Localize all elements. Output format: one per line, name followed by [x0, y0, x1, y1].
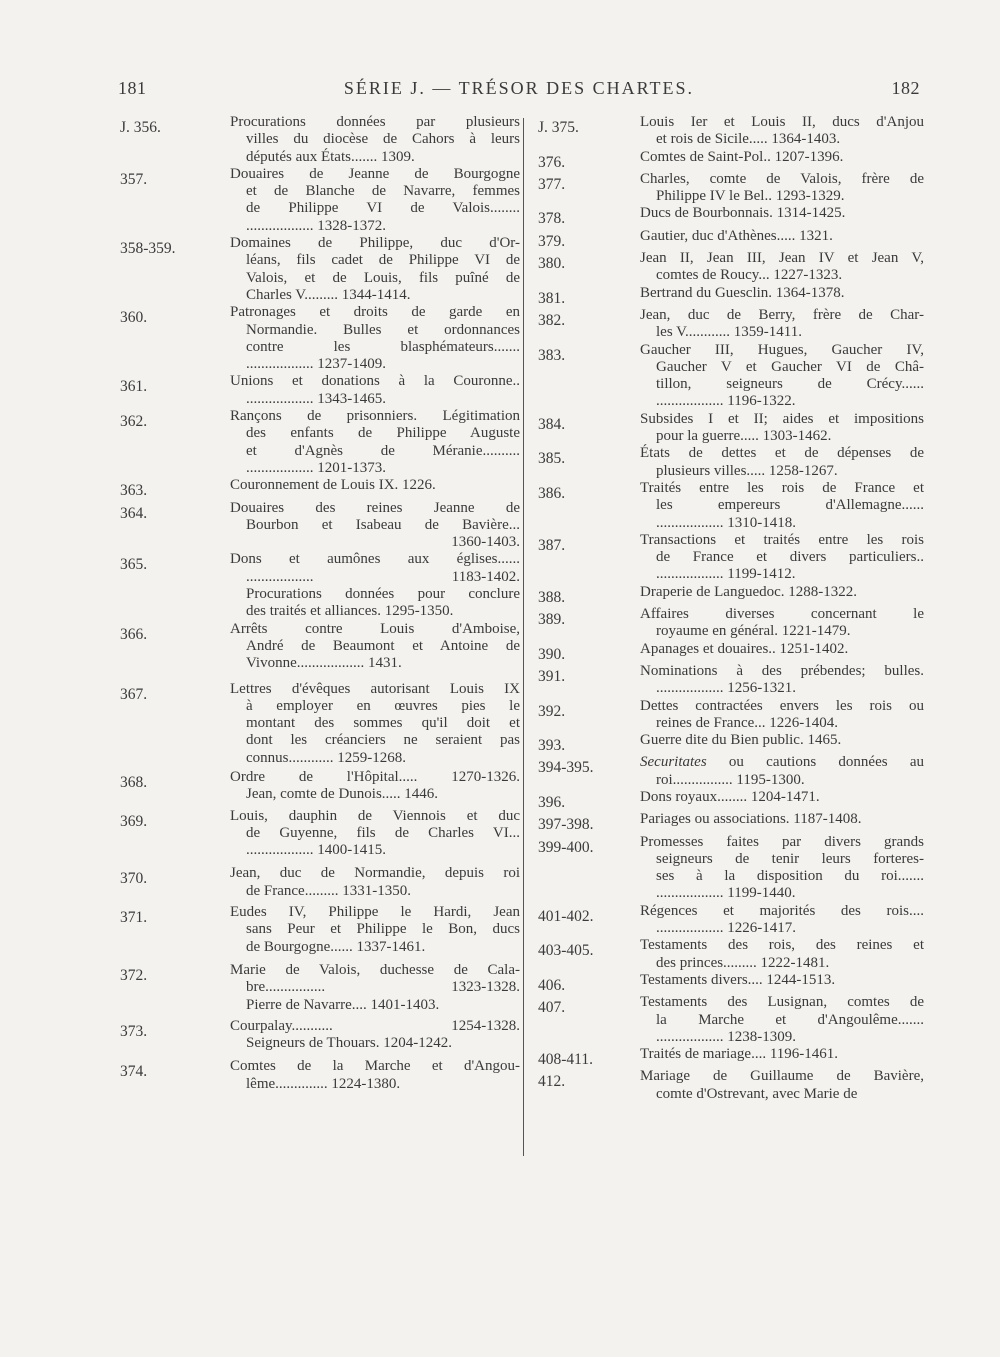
entry-line: contre les blasphémateurs....... [246, 338, 520, 355]
entry-line: Bourbon et Isabeau de Bavière... [246, 516, 520, 533]
running-title: SÉRIE J. — TRÉSOR DES CHARTES. [343, 78, 695, 98]
entry-description [640, 994, 924, 1046]
catalogue-entry [112, 1018, 520, 1053]
entry-line: bre................ 1323-1328. [246, 979, 520, 996]
entry-line: Arrêts contre Louis d'Amboise, [230, 620, 520, 637]
entry-code: 388. [538, 588, 566, 606]
entry-line: États de dettes et de dépenses de [640, 445, 924, 462]
catalogue-entry [532, 445, 924, 480]
entry-code: 380. [538, 255, 566, 273]
entry-line: des enfants de Philippe Auguste [246, 425, 520, 442]
entry-line: Promesses faites par divers grands [640, 833, 924, 850]
catalogue-entry [532, 903, 924, 938]
entry-description [230, 681, 520, 767]
catalogue-entry [532, 606, 924, 641]
entry-line: Domaines de Philippe, duc d'Or- [230, 235, 520, 252]
entry-line: Comtes de Saint-Pol.. 1207-1396. [640, 148, 844, 165]
entry-line: à employer en œuvres pies le [246, 697, 520, 714]
catalogue-entry [532, 285, 924, 307]
entry-line: royaume en général. 1221-1479. [656, 623, 851, 640]
entry-description [230, 865, 520, 900]
entry-line: Louis, dauphin de Viennois et duc [230, 807, 520, 824]
entry-code: 373. [120, 1022, 148, 1040]
right-column [532, 114, 924, 1103]
entry-description [640, 732, 924, 749]
entry-line: Louis Ier et Louis II, ducs d'Anjou [640, 114, 924, 130]
entry-description [640, 445, 924, 480]
catalogue-entry [112, 500, 520, 552]
entry-code: 367. [120, 685, 148, 703]
catalogue-entry [532, 834, 924, 903]
entry-description [230, 769, 520, 804]
entry-line: .................. 1328-1372. [246, 217, 386, 234]
entry-line: Gautier, duc d'Athènes..... 1321. [640, 227, 833, 244]
catalogue-entry [112, 551, 520, 620]
entry-line: ses à la disposition du roi....... [656, 868, 924, 885]
entry-description [230, 114, 520, 166]
entry-description [230, 551, 520, 620]
catalogue-entry [532, 698, 924, 733]
entry-line: Procurations données pour conclure [246, 586, 520, 603]
page-number-left: 181 [118, 78, 147, 98]
entry-line: .................. 1237-1409. [246, 356, 386, 373]
entry-code: 389. [538, 611, 566, 629]
entry-line: de France......... 1331-1350. [246, 882, 411, 899]
entry-line: Traités entre les rois de France et [640, 479, 924, 496]
entry-line: reines de France... 1226-1404. [656, 714, 839, 731]
entry-line: roi................ 1195-1300. [656, 771, 805, 788]
entry-description [640, 480, 924, 532]
entry-code: 412. [538, 1073, 566, 1091]
entry-description [230, 500, 520, 552]
catalogue-entry [112, 1058, 520, 1093]
left-column [112, 114, 520, 1093]
entry-line: Gaucher III, Hugues, Gaucher IV, [640, 341, 924, 358]
entry-line: Testaments des rois, des reines et [640, 937, 924, 954]
entry-line: Ordre de l'Hôpital..... 1270-1326. [230, 768, 520, 785]
entry-line: de Guyenne, fils de Charles VI... [246, 824, 520, 841]
entry-line: de France et divers particuliers.. [656, 549, 924, 566]
entry-line: des traités et alliances. 1295-1350. [246, 603, 454, 620]
entry-description [640, 789, 924, 806]
entry-description [230, 304, 520, 373]
entry-line: lême.............. 1224-1380. [246, 1075, 401, 1092]
entry-line: Dons et aumônes aux églises...... [230, 551, 520, 568]
entry-description [640, 532, 924, 584]
entry-line: Unions et donations à la Couronne.. [230, 373, 520, 390]
entry-line: comte d'Ostrevant, avec Marie de [656, 1085, 858, 1102]
entry-code: 363. [120, 482, 148, 500]
entry-line: .................. 1183-1402. [246, 568, 520, 585]
entry-code: 369. [120, 812, 148, 830]
entry-description [640, 250, 924, 285]
entry-line: Gaucher V et Gaucher VI de Châ- [656, 358, 924, 375]
entry-line: Mariage de Guillaume de Bavière, [640, 1068, 924, 1085]
entry-line: Courpalay........... 1254-1328. [230, 1017, 520, 1034]
entry-code: 376. [538, 153, 566, 171]
entry-line: connus............ 1259-1268. [246, 749, 406, 766]
entry-code: 365. [120, 556, 148, 574]
catalogue-entry [112, 477, 520, 499]
entry-line: Subsides I et II; aides et impositions [640, 410, 924, 427]
page-header [118, 78, 920, 104]
entry-line: et de Blanche de Navarre, femmes [246, 183, 520, 200]
entry-line: Valois, et de Louis, fils puîné de [246, 269, 520, 286]
entry-line: Jean, comte de Dunois..... 1446. [246, 786, 439, 803]
entry-code: 383. [538, 346, 566, 364]
entry-line: Bertrand du Guesclin. 1364-1378. [640, 284, 845, 301]
entry-line: .................. 1310-1418. [656, 514, 796, 531]
entry-line: Charles, comte de Valois, frère de [640, 170, 924, 187]
entry-line: .................. 1226-1417. [656, 920, 796, 937]
column-divider [523, 118, 524, 1156]
entry-code: 382. [538, 311, 566, 329]
entry-description [230, 1018, 520, 1053]
entry-description [640, 606, 924, 641]
entry-line: léans, fils cadet de Philippe VI de [246, 252, 520, 269]
catalogue-entry [112, 865, 520, 900]
entry-code: 379. [538, 232, 566, 250]
entry-line: Jean, duc de Normandie, depuis roi [230, 865, 520, 882]
entry-line: Rançons de prisonniers. Légitimation [230, 408, 520, 425]
catalogue-entry [532, 754, 924, 789]
entry-code: 364. [120, 504, 148, 522]
catalogue-entry [532, 1068, 924, 1103]
catalogue-entry [532, 663, 924, 698]
entry-line: Nominations à des prébendes; bulles. [640, 662, 924, 679]
entry-line: Guerre dite du Bien public. 1465. [640, 732, 842, 749]
catalogue-entry [532, 228, 924, 250]
entry-code: 366. [120, 625, 148, 643]
entry-line: Ducs de Bourbonnais. 1314-1425. [640, 205, 846, 222]
entry-description [230, 373, 520, 408]
entry-line: .................. 1400-1415. [246, 842, 386, 859]
entry-line: et d'Agnès de Méranie.......... [246, 442, 520, 459]
entry-line: Philippe IV le Bel.. 1293-1329. [656, 188, 845, 205]
entry-code: 371. [120, 909, 148, 927]
catalogue-entry [532, 811, 924, 833]
entry-code: 374. [120, 1063, 148, 1081]
entry-code: 370. [120, 870, 148, 888]
entry-line: Comtes de la Marche et d'Angou- [230, 1058, 520, 1075]
entry-description [640, 342, 924, 411]
entry-code: J. 356. [120, 119, 161, 136]
entry-line: .................. 1238-1309. [656, 1028, 796, 1045]
entry-code: 390. [538, 645, 566, 663]
entry-line: Testaments divers.... 1244-1513. [640, 971, 836, 988]
entry-line: Douaires de Jeanne de Bourgogne [230, 165, 520, 182]
entry-line: André de Beaumont et Antoine de [246, 637, 520, 654]
entry-code: 358-359. [120, 240, 176, 258]
entry-code: 393. [538, 737, 566, 755]
entry-line: Eudes IV, Philippe le Hardi, Jean [230, 904, 520, 921]
catalogue-entry [532, 149, 924, 171]
entry-description [230, 1058, 520, 1093]
entry-line: des princes......... 1222-1481. [656, 954, 830, 971]
entry-description [640, 411, 924, 446]
entry-line: .................. 1201-1373. [246, 459, 386, 476]
entry-line: sans Peur et Philippe le Bon, ducs [246, 921, 520, 938]
entry-description [230, 808, 520, 860]
entry-description [230, 477, 520, 494]
entry-line: Jean II, Jean III, Jean IV et Jean V, [640, 250, 924, 267]
entry-code: 385. [538, 450, 566, 468]
entry-description [640, 205, 924, 222]
catalogue-entry [112, 904, 520, 956]
entry-code: 396. [538, 793, 566, 811]
catalogue-entry [532, 171, 924, 206]
entry-line: Normandie. Bulles et ordonnances [246, 321, 520, 338]
entry-description [640, 754, 924, 789]
entry-description [640, 937, 924, 972]
entry-description [640, 584, 924, 601]
entry-line: Patronages et droits de garde en [230, 304, 520, 321]
entry-line: .................. 1199-1440. [656, 885, 796, 902]
entry-code: 377. [538, 175, 566, 193]
entry-line: Traités de mariage.... 1196-1461. [640, 1046, 839, 1063]
entry-line: Affaires diverses concernant le [640, 606, 924, 623]
entry-line: Dettes contractées envers les rois ou [640, 697, 924, 714]
catalogue-entry [112, 621, 520, 673]
entry-description [230, 962, 520, 1014]
entry-line: Lettres d'évêques autorisant Louis IX [230, 680, 520, 697]
entry-line: les V............ 1359-1411. [656, 324, 802, 341]
entry-code: 387. [538, 536, 566, 554]
entry-line: Draperie de Languedoc. 1288-1322. [640, 583, 858, 600]
entry-line: villes du diocèse de Cahors à leurs [246, 131, 520, 148]
entry-description [640, 834, 924, 903]
entry-line: pour la guerre..... 1303-1462. [656, 428, 832, 445]
catalogue-entry [532, 250, 924, 285]
entry-line: députés aux États....... 1309. [246, 148, 415, 165]
catalogue-entry [112, 769, 520, 804]
catalogue-entry [532, 307, 924, 342]
catalogue-entry [532, 480, 924, 532]
entry-code: 408-411. [538, 1051, 593, 1069]
catalogue-entry [112, 304, 520, 373]
entry-description [640, 811, 924, 828]
entry-code: 386. [538, 484, 566, 502]
entry-code: 399-400. [538, 838, 594, 856]
entry-description [230, 235, 520, 304]
entry-description [640, 663, 924, 698]
entry-description [640, 698, 924, 733]
entry-code: 394-395. [538, 759, 594, 777]
catalogue-entry [532, 205, 924, 227]
entry-line: Dons royaux........ 1204-1471. [640, 788, 820, 805]
entry-description [640, 114, 924, 149]
entry-line: .................. 1199-1412. [656, 566, 796, 583]
entry-description [230, 904, 520, 956]
entry-line: Pariages ou associations. 1187-1408. [640, 811, 862, 828]
catalogue-entry [112, 373, 520, 408]
entry-line: Pierre de Navarre.... 1401-1403. [246, 996, 440, 1013]
entry-description [640, 228, 924, 245]
entry-line: Couronnement de Louis IX. 1226. [230, 477, 436, 494]
entry-code: 378. [538, 210, 566, 228]
entry-line: Apanages et douaires.. 1251-1402. [640, 640, 849, 657]
entry-line: plusieurs villes..... 1258-1267. [656, 462, 838, 479]
catalogue-entry [532, 972, 924, 994]
entry-code: 372. [120, 966, 148, 984]
entry-line: .................. 1343-1465. [246, 390, 386, 407]
entry-line: comtes de Roucy... 1227-1323. [656, 267, 843, 284]
entry-description [640, 1046, 924, 1063]
entry-code: 360. [120, 309, 148, 327]
catalogue-entry [532, 584, 924, 606]
catalogue-entry [112, 681, 520, 767]
catalogue-entry [532, 532, 924, 584]
entry-code: 407. [538, 999, 566, 1017]
entry-line: Jean, duc de Berry, frère de Char- [640, 306, 924, 323]
entry-description [640, 307, 924, 342]
catalogue-entry [112, 166, 520, 235]
catalogue-entry [532, 789, 924, 811]
entry-line: dont les créanciers ne seraient pas [246, 732, 520, 749]
entry-description [230, 621, 520, 673]
entry-line: Transactions et traités entre les rois [640, 531, 924, 548]
entry-description [230, 166, 520, 235]
catalogue-entry [532, 937, 924, 972]
catalogue-entry [112, 808, 520, 860]
entry-description [640, 171, 924, 206]
entry-code: J. 375. [538, 119, 579, 136]
entry-line: Charles V......... 1344-1414. [246, 286, 411, 303]
catalogue-entry [112, 114, 520, 166]
entry-description [230, 408, 520, 477]
entry-line: Testaments des Lusignan, comtes de [640, 994, 924, 1011]
catalogue-entry [532, 641, 924, 663]
entry-line: Procurations données par plusieurs [230, 114, 520, 130]
entry-line: .................. 1196-1322. [656, 393, 796, 410]
entry-description [640, 972, 924, 989]
entry-code: 362. [120, 413, 148, 431]
entry-description [640, 1068, 924, 1103]
entry-code: 403-405. [538, 942, 594, 960]
entry-code: 391. [538, 667, 566, 685]
entry-line: les empereurs d'Allemagne...... [656, 497, 924, 514]
entry-line: seigneurs de tenir leurs forteres- [656, 850, 924, 867]
entry-line: Marie de Valois, duchesse de Cala- [230, 961, 520, 978]
entry-line: Securitates ou cautions données au [640, 754, 924, 771]
entry-line: Régences et majorités des rois.... [640, 902, 924, 919]
entry-code: 397-398. [538, 816, 594, 834]
entry-line: de Philippe VI de Valois........ [246, 200, 520, 217]
entry-code: 392. [538, 702, 566, 720]
entry-description [640, 149, 924, 166]
catalogue-entry [112, 235, 520, 304]
entry-description [640, 903, 924, 938]
entry-line: 1360-1403. [451, 534, 520, 551]
entry-description [640, 285, 924, 302]
catalogue-entry [532, 732, 924, 754]
catalogue-entry [532, 411, 924, 446]
catalogue-entry [532, 1046, 924, 1068]
entry-code: 384. [538, 415, 566, 433]
entry-code: 401-402. [538, 907, 594, 925]
entry-line: Douaires des reines Jeanne de [230, 499, 520, 516]
entry-code: 406. [538, 976, 566, 994]
catalogue-entry [532, 342, 924, 411]
catalogue-entry [532, 114, 924, 149]
entry-line: .................. 1256-1321. [656, 680, 796, 697]
entry-code: 381. [538, 289, 566, 307]
catalogue-entry [112, 408, 520, 477]
entry-line: Seigneurs de Thouars. 1204-1242. [246, 1035, 452, 1052]
entry-description [640, 641, 924, 658]
entry-code: 357. [120, 170, 148, 188]
entry-line: montant des sommes qu'il doit et [246, 715, 520, 732]
entry-code: 361. [120, 378, 148, 396]
entry-line: Vivonne.................. 1431. [246, 655, 402, 672]
entry-line: et rois de Sicile..... 1364-1403. [656, 131, 841, 148]
catalogue-entry [112, 962, 520, 1014]
entry-line: tillon, seigneurs de Crécy...... [656, 376, 924, 393]
catalogue-entry [532, 994, 924, 1046]
entry-line: de Bourgogne...... 1337-1461. [246, 938, 426, 955]
page-number-right: 182 [891, 78, 920, 98]
entry-line: la Marche et d'Angoulême....... [656, 1011, 924, 1028]
entry-code: 368. [120, 773, 148, 791]
